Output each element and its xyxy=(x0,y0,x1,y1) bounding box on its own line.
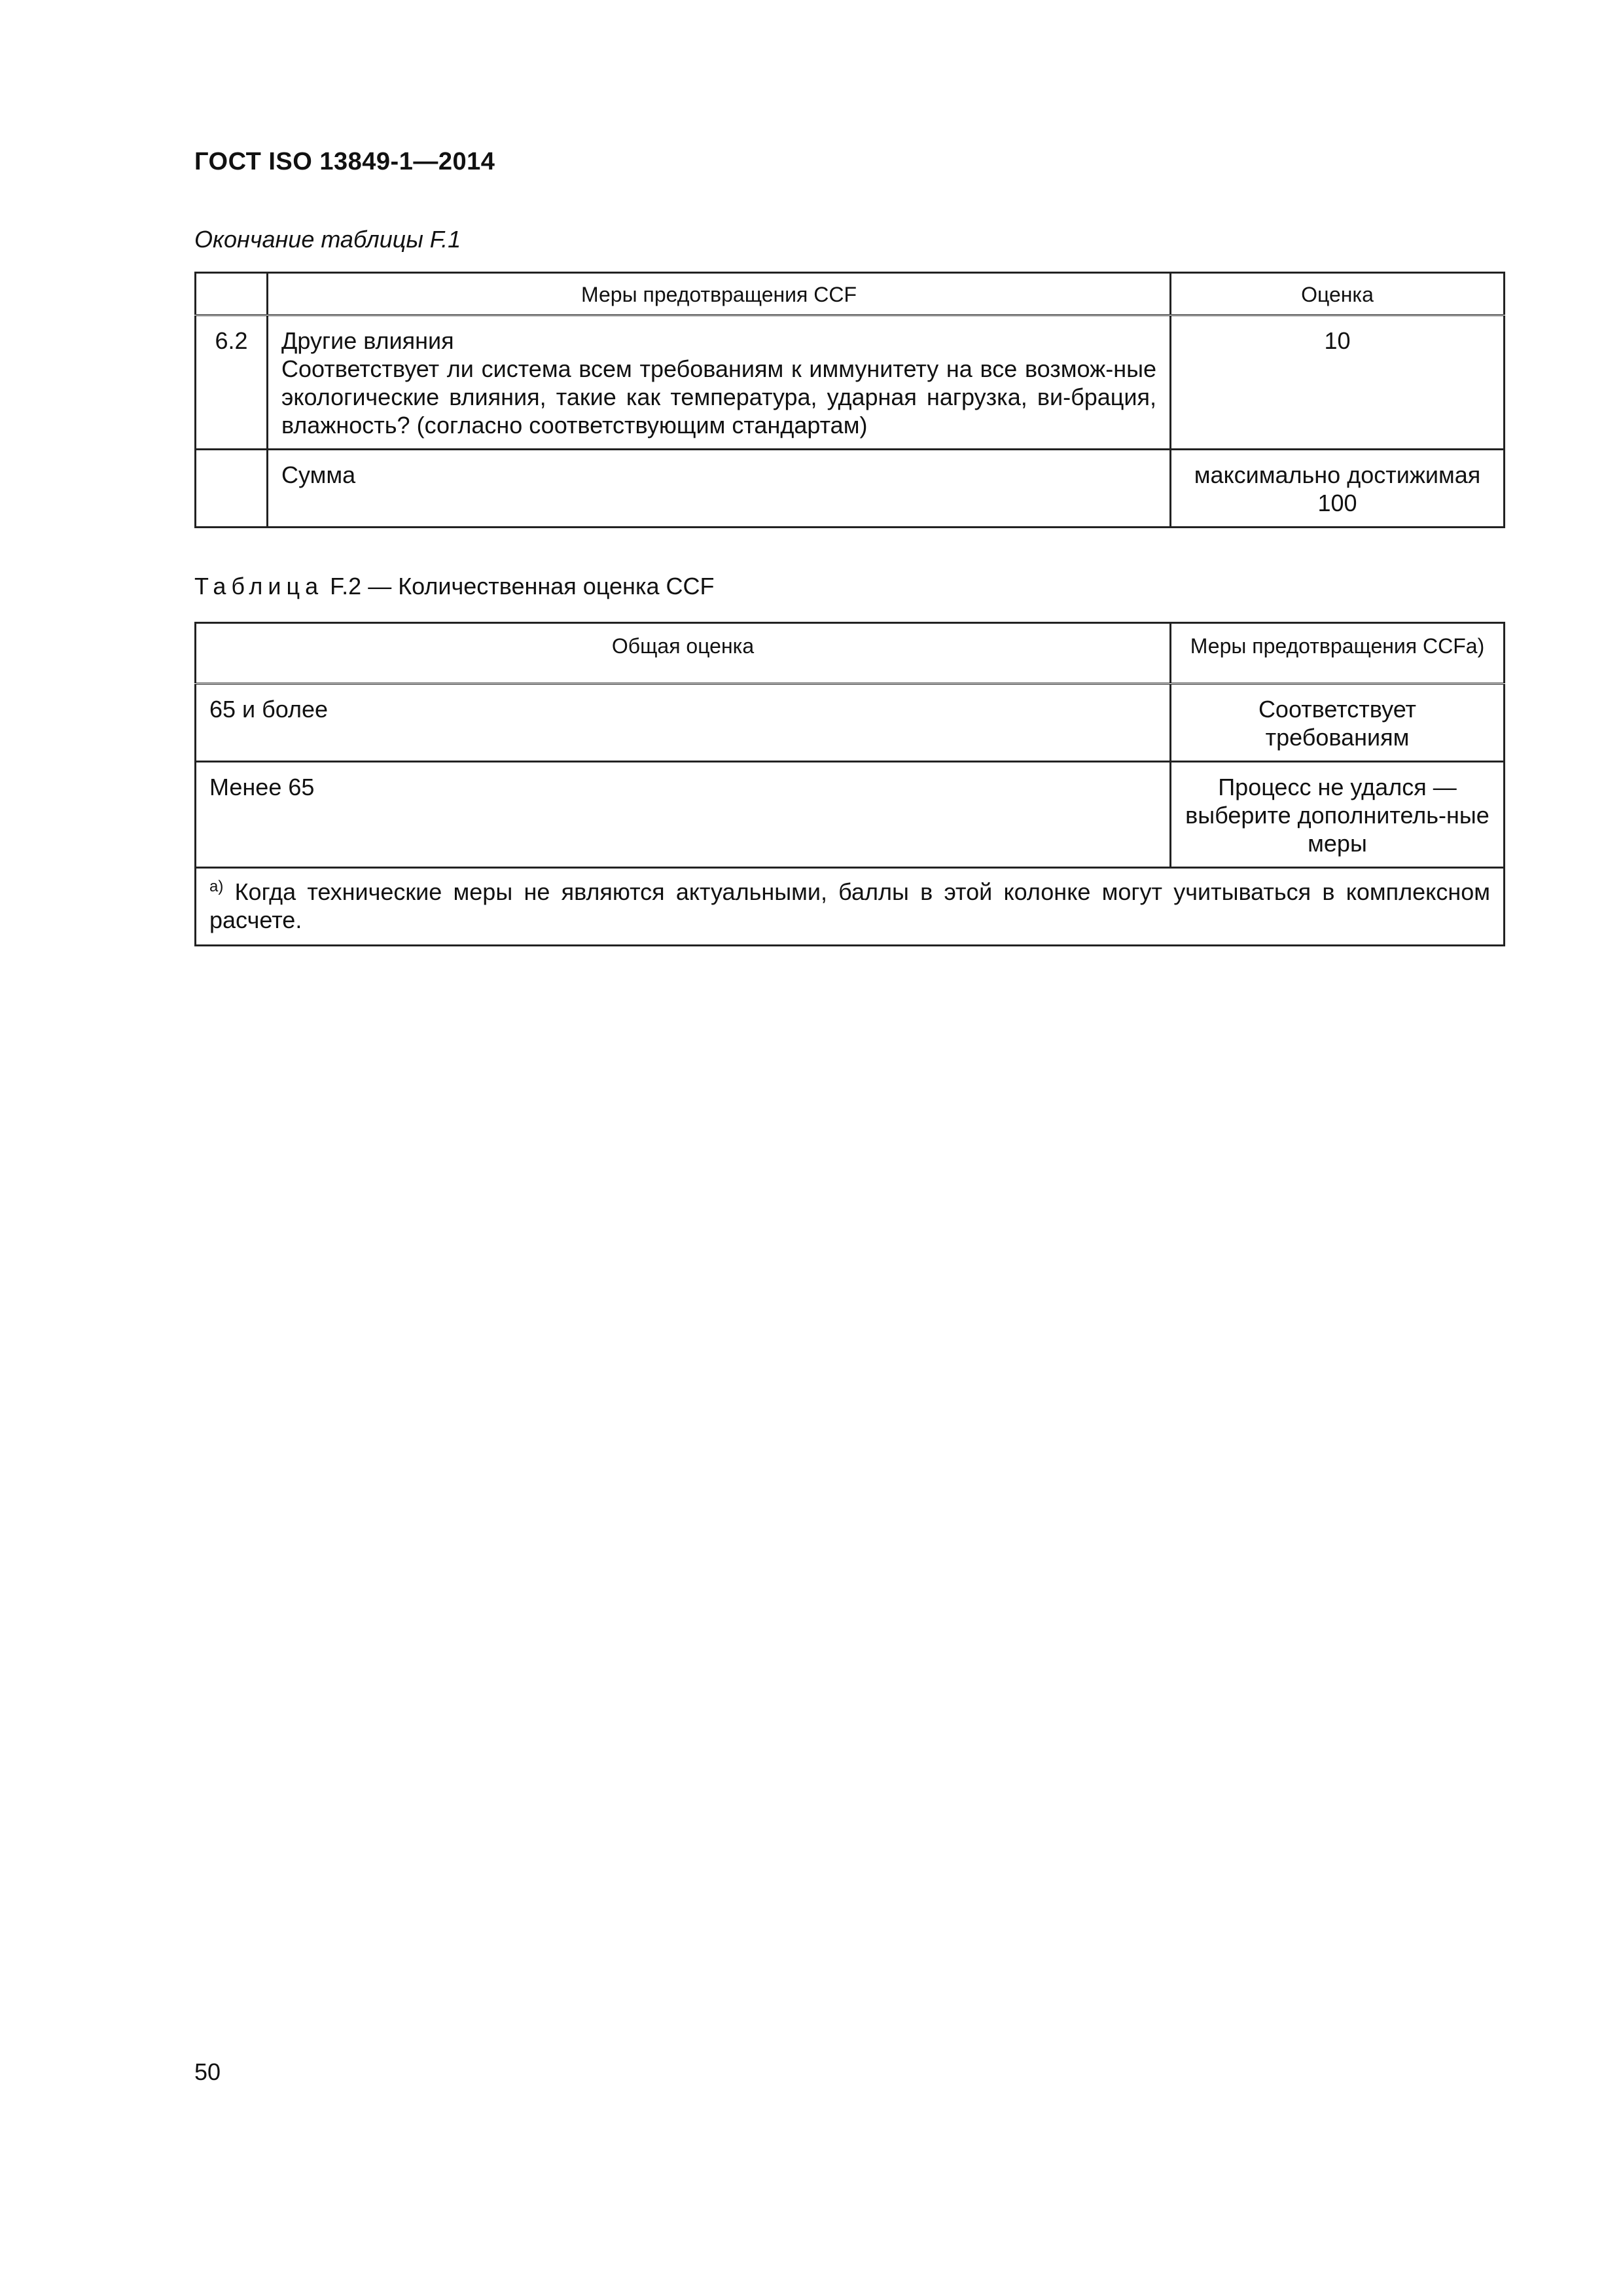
score-cell: 10 xyxy=(1171,315,1505,450)
table-row xyxy=(196,315,1505,450)
total-cell: 65 и более xyxy=(196,684,1171,762)
column-header-measures: Меры предотвращения CCF xyxy=(268,273,1171,315)
column-header-score: Оценка xyxy=(1171,273,1505,315)
measure-text: Соответствует ли система всем требованиям к иммунитету на все возмож-ные экологические влияния, такие как температура, ударная нагрузка, ви-брация, влажность? (согласно соответствующим стандартам) xyxy=(281,355,1156,439)
column-header-total: Общая оценка xyxy=(196,623,1171,684)
footnote-row xyxy=(196,868,1505,946)
row-number xyxy=(196,450,268,528)
score-cell xyxy=(1171,450,1505,528)
table-f2-caption xyxy=(194,573,715,600)
score-value: 100 xyxy=(1317,490,1357,516)
table-header-row xyxy=(196,623,1505,684)
table-row xyxy=(196,684,1505,762)
table-f2-caption-title: F.2 — Количественная оценка CCF xyxy=(330,573,715,600)
document-header: ГОСТ ISO 13849-1—2014 xyxy=(194,148,495,175)
table-f2 xyxy=(194,622,1505,946)
page-number: 50 xyxy=(194,2058,221,2085)
table-row xyxy=(196,762,1505,868)
score-label: максимально достижимая xyxy=(1194,461,1481,488)
measures-cell: Процесс не удался — выберите дополнитель-ные меры xyxy=(1171,762,1505,868)
measure-title: Другие влияния xyxy=(281,327,454,354)
table-f1 xyxy=(194,272,1505,528)
column-header-number xyxy=(196,273,268,315)
table-f2-caption-word: Таблица xyxy=(194,573,324,600)
footnote-marker: a) xyxy=(209,878,224,895)
footnote-text: Когда технические меры не являются актуальными, баллы в этой колонке могут учитываться в комплексном расчете. xyxy=(209,878,1490,933)
measure-cell xyxy=(268,315,1171,450)
table-f1-caption: Окончание таблицы F.1 xyxy=(194,226,461,253)
measure-cell xyxy=(268,450,1171,528)
column-header-measures: Меры предотвращения CCFa) xyxy=(1171,623,1505,684)
measure-title: Сумма xyxy=(281,461,356,488)
total-cell: Менее 65 xyxy=(196,762,1171,868)
table-row xyxy=(196,450,1505,528)
footnote-cell xyxy=(196,868,1505,946)
table-header-row xyxy=(196,273,1505,315)
row-number: 6.2 xyxy=(196,315,268,450)
measures-cell: Соответствует требованиям xyxy=(1171,684,1505,762)
